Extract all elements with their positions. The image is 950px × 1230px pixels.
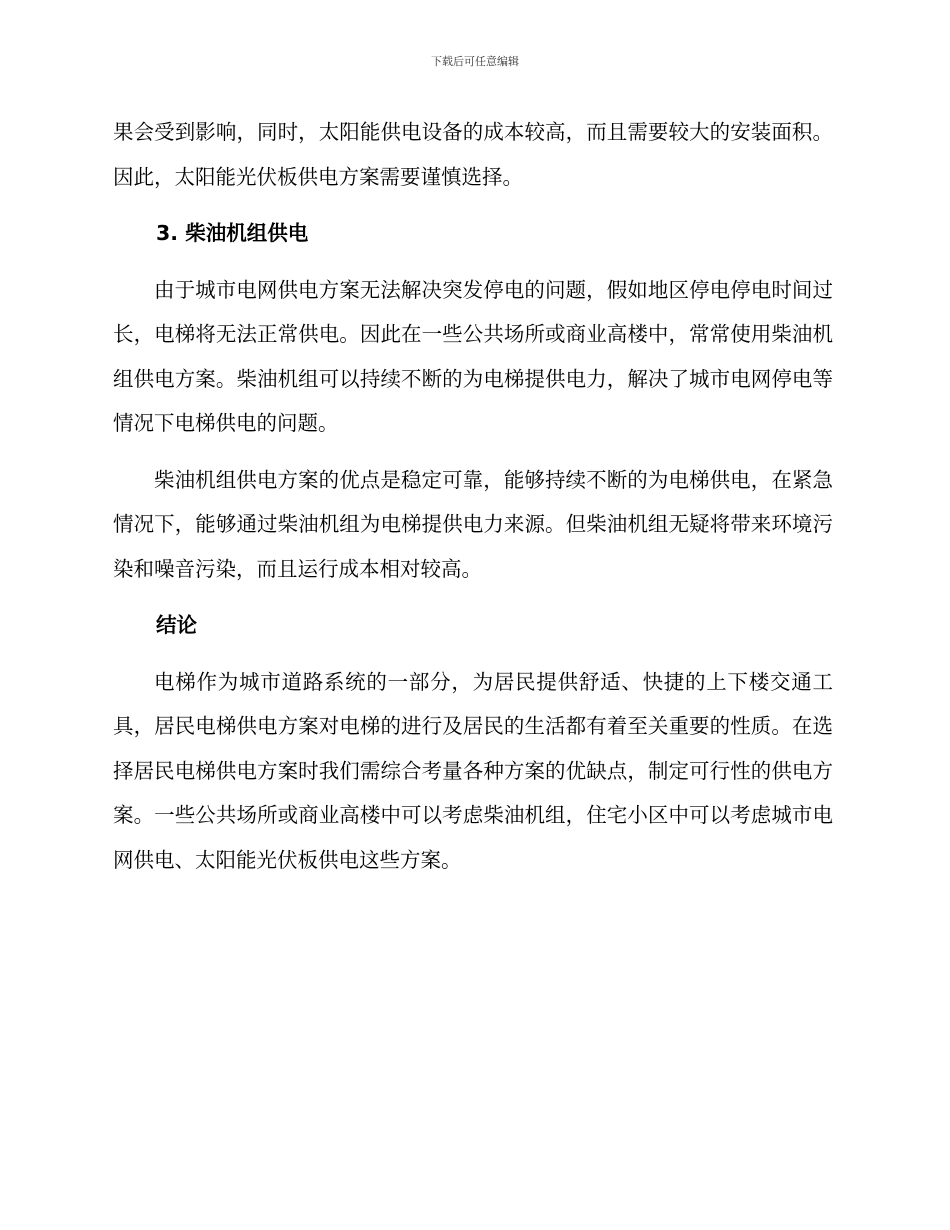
paragraph-4: 电梯作为城市道路系统的一部分，为居民提供舒适、快捷的上下楼交通工具，居民电梯供电方案对电梯的进行及居民的生活都有着至关重要的性质。在选择居民电梯供电方案时我们需综合考量各种方案的优缺点，制定可行性的供电方案。一些公共场所或商业高楼中可以考虑柴油机组，住宅小区中可以考虑城市电网供电、太阳能光伏板供电这些方案。 (113, 669, 833, 872)
page-header: 下载后可任意编辑 (431, 55, 519, 68)
paragraph-3: 柴油机组供电方案的优点是稳定可靠，能够持续不断的为电梯供电，在紧急情况下，能够通过柴油机组为电梯提供电力来源。但柴油机组无疑将带来环境污染和噪音污染，而且运行成本相对较高。 (113, 467, 833, 581)
paragraph-2: 由于城市电网供电方案无法解决突发停电的问题，假如地区停电停电时间过长，电梯将无法正常供电。因此在一些公共场所或商业高楼中，常常使用柴油机组供电方案。柴油机组可以持续不断的为电梯提供电力，解决了城市电网停电等情况下电梯供电的问题。 (113, 277, 833, 435)
section-heading-conclusion: 结论 (156, 613, 197, 637)
section-heading-diesel: 3. 柴油机组供电 (156, 221, 309, 245)
document-body (113, 110, 833, 882)
paragraph-1: 果会受到影响，同时，太阳能供电设备的成本较高，而且需要较大的安装面积。因此，太阳能光伏板供电方案需要谨慎选择。 (113, 120, 833, 189)
